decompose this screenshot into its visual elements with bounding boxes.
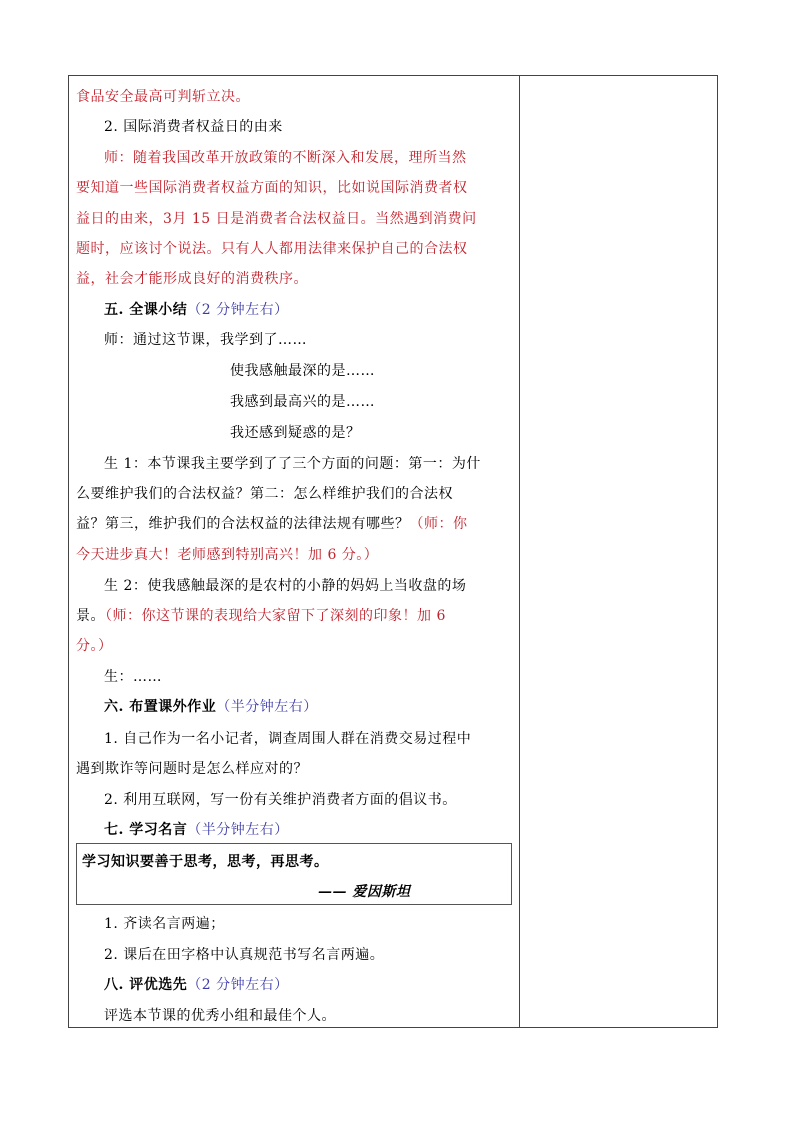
text-line: 师：随着我国改革开放政策的不断深入和发展，理所当然: [104, 150, 467, 166]
text-segment: 益？第三，维护我们的合法权益的法律法规有哪些？: [76, 516, 410, 532]
text-line: 2. 课后在田字格中认真规范书写名言两遍。: [104, 947, 385, 963]
text-line: 遇到欺诈等问题时是怎么样应对的？: [76, 761, 308, 777]
text-line: 2. 利用互联网，写一份有关维护消费者方面的倡议书。: [104, 792, 457, 808]
text-segment: 景。: [76, 608, 105, 624]
section-title: 六. 布置课外作业: [104, 699, 217, 715]
text-line: 么要维护我们的合法权益？第二：怎么样维护我们的合法权: [76, 486, 453, 502]
text-line: 使我感触最深的是……: [230, 363, 375, 379]
section-heading-summary: [104, 300, 289, 320]
section-title: 八. 评优选先: [104, 977, 188, 993]
section-heading-evaluation: [104, 975, 289, 995]
text-line: 食品安全最高可判斩立决。: [76, 89, 250, 105]
text-line: 生 1：本节课我主要学到了了三个方面的问题：第一：为什: [104, 456, 481, 472]
text-line: [76, 514, 468, 534]
section-time: （2 分钟左右）: [187, 977, 289, 993]
text-line: 要知道一些国际消费者权益方面的知识，比如说国际消费者权: [76, 180, 468, 196]
text-line: 1. 自己作为一名小记者，调查周围人群在消费交易过程中: [104, 731, 472, 747]
text-line: 生 2：使我感触最深的是农村的小静的妈妈上当收盘的场: [104, 578, 467, 594]
text-line: 我感到最高兴的是……: [230, 394, 375, 410]
teacher-comment: 今天进步真大！老师感到特别高兴！加 6 分。）: [76, 547, 379, 563]
text-line: 1. 齐读名言两遍；: [104, 916, 225, 932]
section-time: （2 分钟左右）: [187, 302, 289, 318]
section-time: （半分钟左右）: [187, 822, 289, 838]
subheading-consumer-day: 2. 国际消费者权益日的由来: [104, 119, 283, 135]
table-column-divider: [519, 75, 520, 1028]
text-line: [76, 606, 446, 626]
text-line: 评选本节课的优秀小组和最佳个人。: [104, 1008, 336, 1024]
text-line: 生：……: [104, 669, 162, 685]
teacher-comment: （师：你: [409, 516, 468, 532]
text-line: 题时，应该讨个说法。只有人人都用法律来保护自己的合法权: [76, 241, 468, 257]
section-title: 五. 全课小结: [104, 302, 188, 318]
text-line: 益日的由来，3月 15 日是消费者合法权益日。当然遇到消费问: [76, 211, 477, 227]
text-line: 我还感到疑惑的是？: [230, 425, 361, 441]
text-line: 益，社会才能形成良好的消费秩序。: [76, 271, 308, 287]
quote-text: 学习知识要善于思考，思考，再思考。: [82, 854, 329, 870]
section-heading-homework: [104, 697, 318, 717]
text-line: 师：通过这节课，我学到了……: [104, 332, 307, 348]
quote-author: —— 爱因斯坦: [318, 884, 411, 900]
teacher-comment: 分。）: [76, 638, 113, 654]
teacher-comment: （师：你这节课的表现给大家留下了深刻的印象！加 6: [105, 608, 446, 624]
section-title: 七. 学习名言: [104, 822, 188, 838]
section-heading-quote: [104, 820, 289, 840]
section-time: （半分钟左右）: [216, 699, 318, 715]
